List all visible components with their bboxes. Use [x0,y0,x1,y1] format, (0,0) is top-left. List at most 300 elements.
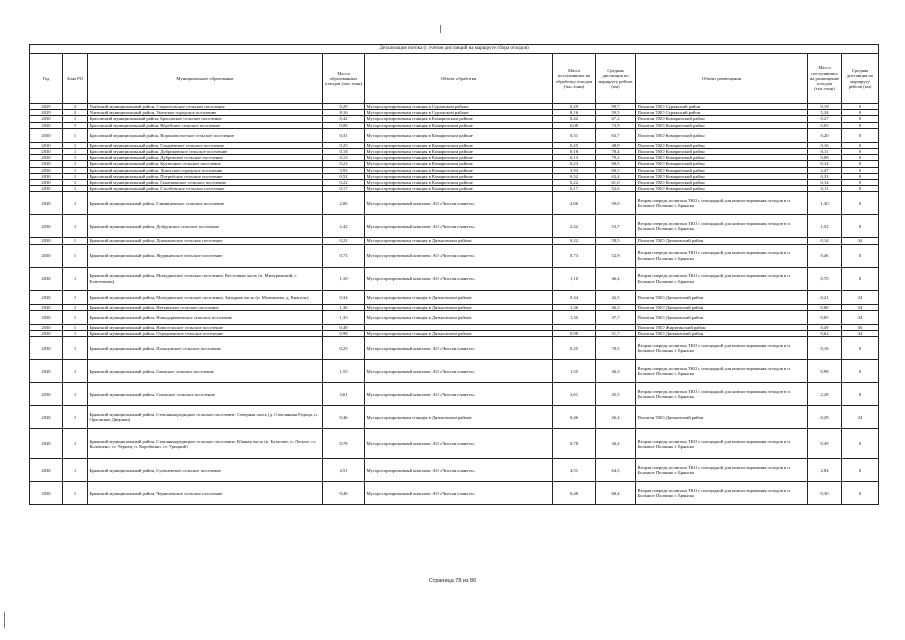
cell-placement: Полигон ТКО Комаричский район [636,180,808,186]
cell-zone: 1 [63,310,88,324]
cell-avg-distance-2: 0 [842,173,879,179]
cell-zone: 1 [63,149,88,155]
table-title: Детализация потока (с учетом дистанций на маршруте сбора отходов) [30,45,879,54]
cell-placement: Полигон ТКО Дятьковский район [636,304,808,310]
cell-processing: Мусоросортировочная станция в Суражском районе [365,104,553,110]
cell-municipality: Унечский муниципальный район, Старосельское сельское поселение [88,104,323,110]
cell-avg-distance-2: 34 [842,406,879,429]
cell-mass-placement: 0,08 [808,155,842,161]
cell-mass-formed: 0,08 [323,122,365,128]
cell-year: 2029 [30,104,63,110]
cell-processing: Мусоросортировочный комплекс АО «Чистая планета» [365,244,553,267]
col-header-municipality: Муниципальное образование [88,54,323,104]
table-row [30,128,879,142]
cell-placement: Полигон ТКО Комаричский район [636,161,808,167]
cell-processing: Мусоросортировочный комплекс АО «Чистая планета» [365,215,553,238]
cell-processing: Мусоросортировочная станция в Комаричском районе [365,142,553,148]
cell-processing: Мусоросортировочная станция в Комаричском районе [365,167,553,173]
cell-year: 2030 [30,244,63,267]
cell-zone: 1 [63,116,88,122]
cell-mass-placement: 0,85 [808,310,842,324]
cell-year: 2030 [30,304,63,310]
cell-placement: Вторая очередь полигона ТКО с площадкой для компостирования отходов в п. Большое Полпино г. Брянска [636,360,808,383]
cell-avg-distance-1: 78,4 [596,149,636,155]
cell-zone: 1 [63,215,88,238]
cell-placement: Полигон ТКО Комаричский район [636,186,808,192]
cell-placement: Полигон ТКО Жирятинский район [636,324,808,330]
table-row [30,215,879,238]
cell-year: 2030 [30,331,63,337]
cell-mass-formed: 3,93 [323,167,365,173]
cell-placement: Полигон ТКО Комаричский район [636,155,808,161]
cell-placement: Полигон ТКО Дятьковский район [636,290,808,304]
cell-year: 2030 [30,383,63,406]
cell-avg-distance-2: 56 [842,324,879,330]
cell-year: 2030 [30,324,63,330]
cell-year: 2030 [30,116,63,122]
cell-mass-processing: 4,51 [553,459,596,482]
cell-mass-processing: 0,78 [553,429,596,459]
cell-processing: Мусоросортировочная станция в Дятьковском районе [365,304,553,310]
cell-mass-processing: 0,52 [553,173,596,179]
cell-processing: Мусоросортировочный комплекс АО «Чистая планета» [365,482,553,505]
cell-zone: 1 [63,122,88,128]
cell-mass-processing: 1,10 [553,267,596,290]
cell-mass-formed: 0,49 [323,324,365,330]
cell-mass-placement: 0,14 [808,238,842,244]
cell-mass-formed: 2,42 [323,215,365,238]
cell-avg-distance-1: 26,4 [596,406,636,429]
cell-processing: Мусоросортировочный комплекс АО «Чистая планета» [365,383,553,406]
cell-mass-placement: 0,14 [808,180,842,186]
flow-detail-table-container [29,44,878,505]
cell-avg-distance-1: 48,9 [596,142,636,148]
cell-zone: 1 [63,337,88,360]
cell-placement: Полигон ТКО Комаричский район [636,173,808,179]
cell-year: 2030 [30,122,63,128]
cell-mass-formed: 0,25 [323,142,365,148]
cell-avg-distance-1: 63,4 [596,173,636,179]
cell-zone: 1 [63,186,88,192]
cell-municipality: Брасовский муниципальный район, Дубровское сельское поселение [88,155,323,161]
cell-zone: 1 [63,304,88,310]
cell-mass-processing: 0,22 [553,238,596,244]
cell-mass-processing: 0,48 [553,482,596,505]
cell-avg-distance-2: 0 [842,186,879,192]
cell-mass-placement: 0,46 [808,244,842,267]
cell-mass-processing: 0,17 [553,186,596,192]
cell-mass-processing: 2,06 [553,192,596,215]
cell-zone: 1 [63,173,88,179]
cell-avg-distance-1: 73,9 [596,122,636,128]
cell-mass-placement: 0,30 [808,482,842,505]
cell-mass-processing: 0,46 [553,406,596,429]
cell-avg-distance-1: 52,9 [596,244,636,267]
cell-municipality: Брянский муниципальный район, Свенское сельское поселение [88,360,323,383]
cell-municipality: Брасовский муниципальный район, Столбовское сельское поселение [88,186,323,192]
cell-avg-distance-1: 46,3 [596,360,636,383]
cell-year: 2030 [30,142,63,148]
cell-year: 2030 [30,149,63,155]
cell-mass-processing: 3,93 [553,167,596,173]
cell-avg-distance-1: 67,2 [596,116,636,122]
cell-zone: 1 [63,383,88,406]
cell-zone: 1 [63,290,88,304]
table-row [30,360,879,383]
cell-placement: Полигон ТКО Суражский район [636,104,808,110]
cell-avg-distance-2: 0 [842,110,879,116]
cell-year: 2030 [30,267,63,290]
cell-municipality: Брянский муниципальный район, Супоневское сельское поселение [88,459,323,482]
cell-mass-formed: 1,55 [323,360,365,383]
cell-mass-placement: 0,20 [808,128,842,142]
cell-mass-placement: 0,33 [808,173,842,179]
cell-mass-processing: 2,42 [553,215,596,238]
cell-mass-placement: 5,34 [808,110,842,116]
cell-zone: 1 [63,142,88,148]
cell-avg-distance-2: 34 [842,304,879,310]
cell-avg-distance-1: 46,3 [596,304,636,310]
cell-municipality: Брянский муниципальный район, Снежское сельское поселение [88,383,323,406]
cell-mass-formed: 0,46 [323,406,365,429]
cell-municipality: Брянский муниципальный район, Новодарковичское сельское поселение [88,310,323,324]
cell-municipality: Брасовский муниципальный район, Вороновологское сельское поселение [88,128,323,142]
col-header-avg-distance-1: Средняя дистанция по маршруту рейсов (км) [596,54,636,104]
cell-mass-processing: 0,18 [553,149,596,155]
cell-mass-formed: 0,18 [323,149,365,155]
cell-mass-placement: 0,14 [808,161,842,167]
cell-processing: Мусоросортировочная станция в Дятьковском районе [365,331,553,337]
cell-mass-processing: 0,73 [553,244,596,267]
cell-avg-distance-1: 68,5 [596,161,636,167]
cell-avg-distance-2: 0 [842,482,879,505]
cell-year: 2029 [30,110,63,116]
table-row [30,192,879,215]
cell-mass-processing: 0,98 [553,331,596,337]
cell-mass-formed: 0,13 [323,155,365,161]
cell-avg-distance-2: 34 [842,331,879,337]
table-row [30,383,879,406]
cell-placement: Полигон ТКО Комаричский район [636,116,808,122]
cell-avg-distance-2: 0 [842,244,879,267]
cell-avg-distance-2: 34 [842,310,879,324]
scan-mark [440,25,441,33]
cell-processing: Мусоросортировочная станция в Комаричском районе [365,122,553,128]
cell-mass-placement: 0,62 [808,331,842,337]
cell-zone: 1 [63,180,88,186]
cell-avg-distance-2: 34 [842,290,879,304]
cell-zone: 1 [63,167,88,173]
table-row [30,406,879,429]
cell-mass-processing: 0,31 [553,128,596,142]
cell-zone: 1 [63,482,88,505]
cell-avg-distance-2: 0 [842,192,879,215]
cell-mass-placement: 0,27 [808,116,842,122]
cell-avg-distance-1: 61,0 [596,180,636,186]
cell-mass-processing: 0,25 [553,142,596,148]
cell-mass-processing: 0,34 [553,290,596,304]
cell-municipality: Брянский муниципальный район, Журиничское сельское поселение [88,244,323,267]
cell-avg-distance-2: 0 [842,337,879,360]
cell-placement: Вторая очередь полигона ТКО с площадкой для компостирования отходов в п. Большое Полпино г. Брянска [636,429,808,459]
cell-avg-distance-2: 0 [842,215,879,238]
cell-placement: Полигон ТКО Дятьковский район [636,310,808,324]
cell-mass-formed: 0,48 [323,482,365,505]
cell-avg-distance-2: 0 [842,122,879,128]
cell-mass-formed: 1,36 [323,304,365,310]
cell-mass-processing: 3,61 [553,383,596,406]
cell-mass-placement: 0,11 [808,149,842,155]
table-row [30,290,879,304]
cell-mass-formed: 0,34 [323,290,365,304]
cell-mass-placement: 0,49 [808,324,842,330]
scan-mark [4,612,5,628]
page-number: Страница 78 из 86 [428,578,477,584]
cell-year: 2030 [30,290,63,304]
cell-zone: 1 [63,128,88,142]
cell-mass-placement: 0,29 [808,406,842,429]
cell-zone: 1 [63,267,88,290]
cell-mass-processing: 0,42 [553,116,596,122]
cell-avg-distance-1: 79,2 [596,155,636,161]
cell-mass-placement: 1,52 [808,215,842,238]
cell-avg-distance-1: 42,5 [596,290,636,304]
table-row [30,244,879,267]
col-header-placement: Объект размещения [636,54,808,104]
cell-avg-distance-1: 45,5 [596,383,636,406]
cell-mass-formed: 0,17 [323,186,365,192]
cell-year: 2030 [30,128,63,142]
table-row [30,267,879,290]
cell-zone: 1 [63,406,88,429]
cell-mass-formed: 1,35 [323,310,365,324]
cell-mass-formed: 0,73 [323,244,365,267]
cell-placement: Полигон ТКО Комаричский район [636,167,808,173]
cell-municipality: Брасовский муниципальный район, Добриковское сельское поселение [88,149,323,155]
cell-avg-distance-2: 0 [842,267,879,290]
cell-year: 2030 [30,429,63,459]
cell-municipality: Брянский муниципальный район, Новосельское сельское поселение [88,324,323,330]
cell-avg-distance-2: 0 [842,104,879,110]
cell-avg-distance-1: 63,7 [596,128,636,142]
cell-placement: Вторая очередь полигона ТКО с площадкой для компостирования отходов в п. Большое Полпино г. Брянска [636,459,808,482]
cell-placement: Вторая очередь полигона ТКО с площадкой для компостирования отходов в п. Большое Полпино г. Брянска [636,215,808,238]
cell-municipality: Брасовский муниципальный район, Сныткинское сельское поселение [88,180,323,186]
col-header-processing: Объект обработки [365,54,553,104]
cell-mass-placement: 1,30 [808,192,842,215]
cell-processing: Мусоросортировочный комплекс АО «Чистая планета» [365,459,553,482]
cell-municipality: Брасовский муниципальный район, Локотское городское поселение [88,167,323,173]
table-row [30,337,879,360]
cell-avg-distance-2: 0 [842,116,879,122]
cell-avg-distance-1: 59,0 [596,192,636,215]
cell-year: 2030 [30,337,63,360]
cell-avg-distance-2: 0 [842,180,879,186]
cell-avg-distance-1: 58,5 [596,238,636,244]
cell-zone: 1 [63,429,88,459]
cell-mass-formed: 0,52 [323,173,365,179]
col-header-mass-placement: Масса поступивших на размещение отходов (тыс.тонн) [808,54,842,104]
cell-municipality: Унечский муниципальный район, Унечское городское поселение [88,110,323,116]
cell-avg-distance-1: 69,5 [596,167,636,173]
cell-mass-processing: 0,29 [553,104,596,110]
cell-placement: Полигон ТКО Дятьковский район [636,406,808,429]
cell-zone: 2 [63,104,88,110]
cell-municipality: Брасовский муниципальный район, Глодневское сельское поселение [88,142,323,148]
cell-placement: Вторая очередь полигона ТКО с площадкой для компостирования отходов в п. Большое Полпино г. Брянска [636,192,808,215]
cell-mass-placement: 0,49 [808,429,842,459]
table-row [30,429,879,459]
cell-municipality: Брасовский муниципальный район, Погребское сельское поселение [88,173,323,179]
cell-processing: Мусоросортировочная станция в Дятьковском районе [365,406,553,429]
cell-processing: Мусоросортировочная станция в Дятьковском районе [365,290,553,304]
cell-mass-formed: 0,78 [323,429,365,459]
table-row [30,310,879,324]
cell-year: 2030 [30,186,63,192]
cell-avg-distance-1: 37,7 [596,310,636,324]
cell-processing: Мусоросортировочная станция в Дятьковском районе [365,238,553,244]
cell-processing: Мусоросортировочная станция в Комаричском районе [365,128,553,142]
cell-placement: Вторая очередь полигона ТКО с площадкой для компостирования отходов в п. Большое Полпино г. Брянска [636,267,808,290]
cell-zone: 2 [63,110,88,116]
cell-avg-distance-2: 0 [842,149,879,155]
cell-avg-distance-2: 0 [842,161,879,167]
cell-mass-processing: 0,13 [553,155,596,161]
cell-year: 2030 [30,215,63,238]
cell-mass-processing: 0,08 [553,122,596,128]
cell-municipality: Брянский муниципальный район, Стекляннорадицкое сельское поселение, Северная часть (д. Стеклянная Радица, п. Орловские Дворики) [88,406,323,429]
cell-municipality: Брянский муниципальный район, Глинищевское сельское поселение [88,192,323,215]
cell-year: 2030 [30,238,63,244]
cell-avg-distance-2: 0 [842,429,879,459]
cell-mass-formed: 0,42 [323,116,365,122]
cell-mass-formed: 0,25 [323,337,365,360]
cell-mass-formed: 0,23 [323,161,365,167]
cell-mass-processing: 1,36 [553,304,596,310]
cell-mass-placement: 0,86 [808,304,842,310]
cell-processing: Мусоросортировочная станция в Комаричском районе [365,173,553,179]
cell-placement: Полигон ТКО Комаричский район [636,128,808,142]
cell-placement: Вторая очередь полигона ТКО с площадкой для компостирования отходов в п. Большое Полпино г. Брянска [636,383,808,406]
cell-placement: Полигон ТКО Суражский район [636,110,808,116]
cell-municipality: Брянский муниципальный район, Нетьинское сельское поселение [88,304,323,310]
cell-processing: Мусоросортировочная станция в Комаричском районе [365,161,553,167]
cell-mass-placement: 2,28 [808,383,842,406]
cell-avg-distance-1: 36,4 [596,429,636,459]
cell-mass-placement: 0,70 [808,267,842,290]
cell-avg-distance-1: 70,5 [596,337,636,360]
cell-zone: 1 [63,155,88,161]
cell-placement: Вторая очередь полигона ТКО с площадкой для компостирования отходов в п. Большое Полпино г. Брянска [636,244,808,267]
cell-avg-distance-2: 0 [842,142,879,148]
cell-municipality: Брянский муниципальный район, Мичуринское сельское поселение, Западная часть (п. Малиновка, д. Кнагиль) [88,290,323,304]
cell-municipality: Брянский муниципальный район, Пальцовское сельское поселение [88,337,323,360]
cell-mass-formed: 0,22 [323,238,365,244]
cell-placement: Полигон ТКО Дятьковский район [636,238,808,244]
cell-municipality: Брянский муниципальный район, Добрунское сельское поселение [88,215,323,238]
cell-avg-distance-2: 0 [842,155,879,161]
cell-mass-formed: 0,22 [323,180,365,186]
cell-year: 2030 [30,310,63,324]
cell-avg-distance-2: 0 [842,360,879,383]
cell-placement: Полигон ТКО Дятьковский район [636,331,808,337]
cell-zone: 1 [63,161,88,167]
cell-mass-processing: 0,23 [553,161,596,167]
cell-processing: Мусоросортировочная станция в Комаричском районе [365,186,553,192]
cell-avg-distance-1: 68,4 [596,482,636,505]
cell-avg-distance-1: 59,5 [596,110,636,116]
cell-mass-processing: 1,35 [553,310,596,324]
cell-municipality: Брасовский муниципальный район, Веребское сельское поселение [88,122,323,128]
cell-zone: 1 [63,244,88,267]
cell-processing: Мусоросортировочный комплекс АО «Чистая планета» [365,267,553,290]
cell-avg-distance-1: 99,7 [596,104,636,110]
cell-mass-placement: 0,16 [808,142,842,148]
cell-mass-placement: 0,11 [808,186,842,192]
cell-avg-distance-1: 46,4 [596,267,636,290]
cell-mass-formed: 3,61 [323,383,365,406]
cell-mass-formed: 0,98 [323,331,365,337]
cell-year: 2030 [30,192,63,215]
cell-mass-placement: 0,98 [808,360,842,383]
cell-processing: Мусоросортировочная станция в Комаричском районе [365,149,553,155]
cell-placement: Вторая очередь полигона ТКО с площадкой для компостирования отходов в п. Большое Полпино г. Брянска [636,482,808,505]
cell-processing: Мусоросортировочная станция в Дятьковском районе [365,310,553,324]
cell-zone: 1 [63,238,88,244]
cell-year: 2030 [30,482,63,505]
cell-mass-placement: 0,16 [808,337,842,360]
cell-municipality: Брасовский муниципальный район, Крупецкое сельское поселение [88,161,323,167]
col-header-mass-formed: Масса образованных отходов (тыс.тонн) [323,54,365,104]
cell-municipality: Брянский муниципальный район, Отрадненское сельское поселение [88,331,323,337]
cell-municipality: Брасовский муниципальный район, Брасовское сельское поселение [88,116,323,122]
cell-avg-distance-1: 53,7 [596,215,636,238]
cell-zone: 1 [63,324,88,330]
cell-zone: 1 [63,192,88,215]
cell-mass-placement: 2,84 [808,459,842,482]
cell-placement: Полигон ТКО Комаричский район [636,142,808,148]
cell-municipality: Брянский муниципальный район, Стекляннорадицкое сельское поселение, Южная часть (п. Батагово, п. Лесное, ст. Колошено, ст. Чернец, п. Коробкино, ст. Урицкий) [88,429,323,459]
cell-zone: 1 [63,459,88,482]
cell-mass-formed: 4,51 [323,459,365,482]
cell-mass-processing: 0,22 [553,180,596,186]
cell-avg-distance-2: 0 [842,167,879,173]
cell-mass-placement: 0,05 [808,122,842,128]
cell-avg-distance-1: 64,5 [596,459,636,482]
cell-avg-distance-2: 0 [842,459,879,482]
cell-processing: Мусоросортировочный комплекс АО «Чистая планета» [365,337,553,360]
cell-year: 2030 [30,459,63,482]
table-row [30,482,879,505]
cell-year: 2030 [30,180,63,186]
cell-processing: Мусоросортировочная станция в Комаричском районе [365,180,553,186]
col-header-mass-processing: Масса поступивших на обработку отходов (тыс.тонн) [553,54,596,104]
cell-processing: Мусоросортировочная станция в Комаричском районе [365,116,553,122]
cell-avg-distance-1: 52,6 [596,186,636,192]
cell-mass-processing: 8,16 [553,110,596,116]
cell-municipality: Брянский муниципальный район, Мичуринское сельское поселение, Восточная часть (п. Мичуринский, с. Елисеевичи) [88,267,323,290]
cell-year: 2030 [30,360,63,383]
cell-processing: Мусоросортировочная станция в Комаричском районе [365,155,553,161]
flow-detail-table [29,44,879,505]
cell-municipality: Брянский муниципальный район, Домашовское сельское поселение [88,238,323,244]
cell-avg-distance-2: 0 [842,128,879,142]
cell-mass-formed: 1,10 [323,267,365,290]
cell-processing: Мусоросортировочный комплекс АО «Чистая планета» [365,429,553,459]
table-row [30,459,879,482]
cell-zone: 1 [63,331,88,337]
cell-mass-formed: 2,06 [323,192,365,215]
